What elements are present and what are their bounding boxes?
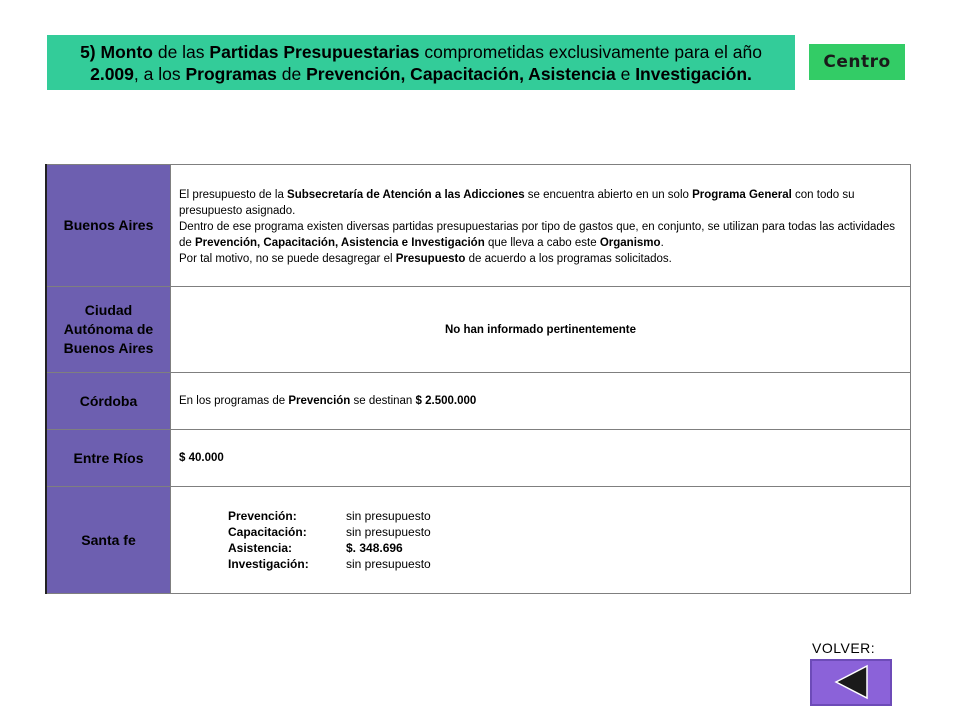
province-label-cordoba: Córdoba <box>46 373 171 430</box>
ba-paragraph-3: Por tal motivo, no se puede desagregar el Presupuesto de acuerdo a los programas solicitados. <box>179 252 672 265</box>
table-row <box>46 373 911 430</box>
list-item: Investigación: sin presupuesto <box>228 557 431 571</box>
volver-label: VOLVER: <box>812 640 876 656</box>
cordoba-content: En los programas de Prevención se destinan $ 2.500.000 <box>171 373 911 430</box>
back-button[interactable] <box>810 659 892 706</box>
province-label-caba: Ciudad Autónoma de Buenos Aires <box>46 287 171 373</box>
list-item: Capacitación: sin presupuesto <box>228 525 431 539</box>
table-row <box>46 165 911 287</box>
table-row <box>46 430 911 487</box>
santa-fe-content <box>171 487 911 594</box>
entre-rios-amount: $ 40.000 <box>179 452 224 464</box>
page-title <box>47 35 795 90</box>
ba-paragraph-2: Dentro de ese programa existen diversas partidas presupuestarias por tipo de gastos que, en conjunto, se utilizan para todas las actividades de Prevención, Capacitación, Asistencia e Investigación que lleva a cabo este Organismo. <box>179 220 895 249</box>
title-line-1: 5) Monto de las Partidas Presupuestarias comprometidas exclusivamente para el año <box>80 41 762 62</box>
ba-paragraph-1: El presupuesto de la Subsecretaría de Atención a las Adicciones se encuentra abierto en un solo Programa General con todo su presupuesto asignado. <box>179 188 855 217</box>
list-item: Asistencia: $. 348.696 <box>228 541 403 555</box>
table-row <box>46 487 911 594</box>
left-triangle-icon <box>812 661 890 704</box>
entre-rios-content <box>171 430 911 487</box>
list-item: Prevención: sin presupuesto <box>228 509 431 523</box>
province-label-entre-rios: Entre Ríos <box>46 430 171 487</box>
table-row <box>46 287 911 373</box>
caba-content <box>171 287 911 373</box>
caba-note: No han informado pertinentemente <box>444 323 637 336</box>
buenos-aires-content <box>171 165 911 287</box>
title-line-2: 2.009, a los Programas de Prevención, Capacitación, Asistencia e Investigación. <box>90 63 752 84</box>
budget-table <box>45 164 911 594</box>
centro-button[interactable]: Centro <box>809 44 905 80</box>
province-label-buenos-aires: Buenos Aires <box>46 165 171 287</box>
province-label-santa-fe: Santa fe <box>46 487 171 594</box>
